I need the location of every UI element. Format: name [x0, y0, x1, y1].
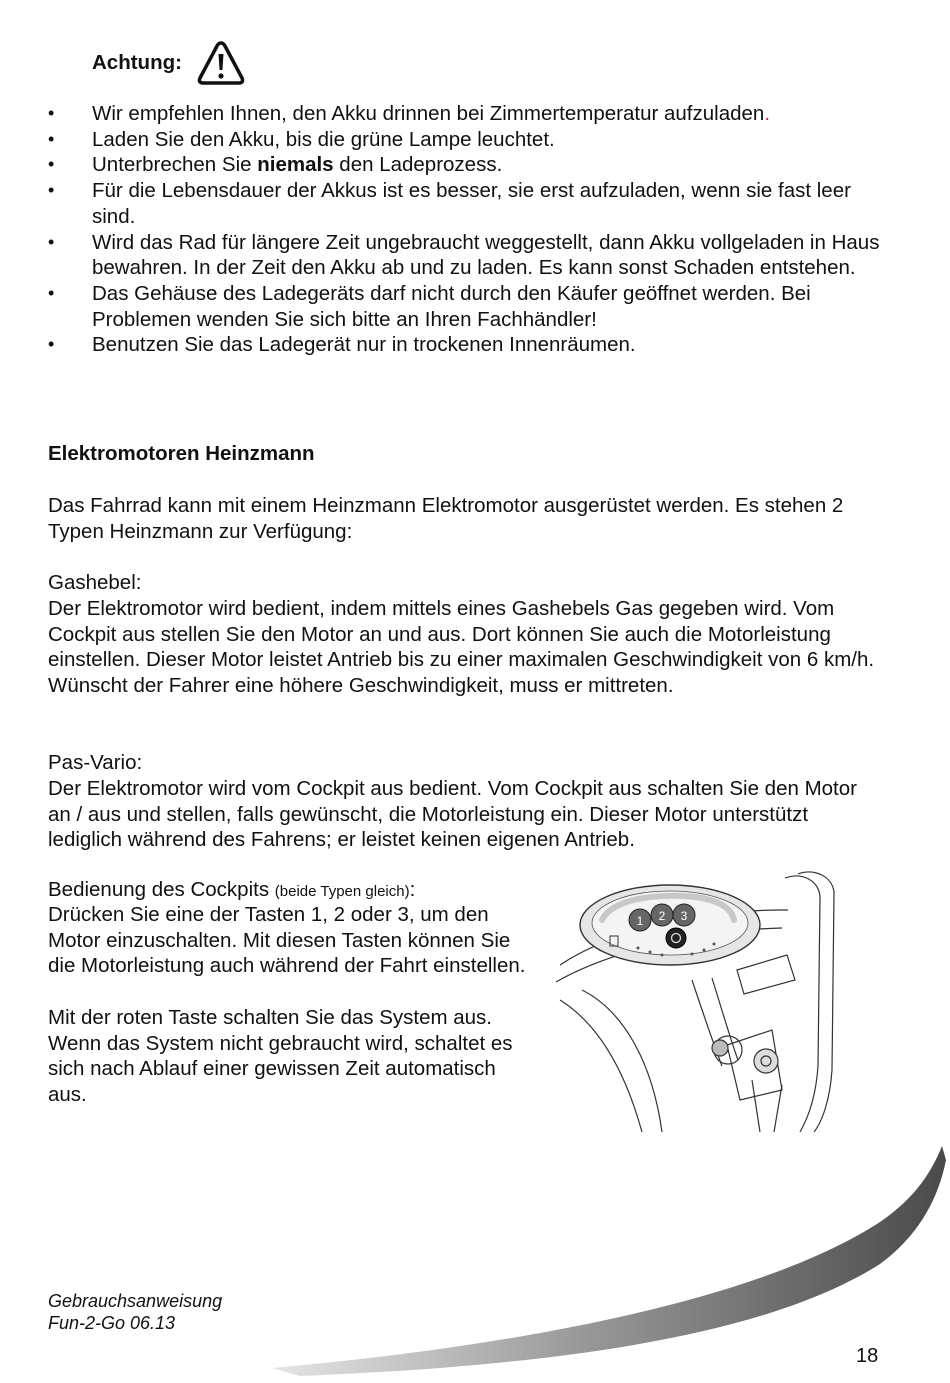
svg-text:2: 2: [658, 909, 666, 923]
section-title: Elektromotoren Heinzmann: [48, 442, 315, 465]
warning-triangle-icon: [196, 40, 246, 86]
list-item: • Benutzen Sie das Ladegerät nur in trockenen Innenräumen.: [48, 332, 888, 358]
cockpit-button-3: [673, 904, 695, 926]
pas-title: Pas-Vario:: [48, 751, 143, 774]
cockpit-title: Bedienung des Cockpits (beide Typen gleich):: [48, 878, 416, 901]
cockpit-button-1: [629, 909, 651, 931]
decorative-swoosh: [0, 1140, 950, 1383]
cockpit-illustration: [552, 870, 852, 1138]
cockpit-button-2: [651, 904, 673, 926]
svg-text:3: 3: [680, 909, 688, 923]
page-number: 18: [856, 1345, 879, 1367]
svg-text:1: 1: [636, 914, 644, 928]
warning-label: Achtung:: [92, 51, 182, 74]
footer-line-2: Fun-2-Go 06.13: [48, 1313, 176, 1333]
warning-heading: [92, 40, 246, 86]
list-item: • Unterbrechen Sie niemals den Ladeprozess.: [48, 152, 888, 178]
cockpit-paragraph: Drücken Sie eine der Tasten 1, 2 oder 3, um den Motor einzuschalten. Mit diesen Tasten können Sie die Motorleistung auch während der Fahrt einstellen.: [48, 903, 526, 978]
list-item: • Laden Sie den Akku, bis die grüne Lampe leuchtet.: [48, 127, 888, 153]
intro-paragraph: Das Fahrrad kann mit einem Heinzmann Elektromotor ausgerüstet werden. Es stehen 2 Typen Heinzmann zur Verfügung:: [48, 494, 844, 543]
gas-paragraph: Der Elektromotor wird bedient, indem mittels eines Gashebels Gas gegeben wird. Vom Cockpit aus stellen Sie den Motor an und aus. Dort können Sie auch die Motorleistung einstellen. Dieser Motor leistet Antrieb bis zu einer maximalen Geschwindigkeit von 6 km/h. Wünscht der Fahrer eine höhere Geschwindigkeit, muss er mittreten.: [48, 597, 875, 698]
list-item: • Das Gehäuse des Ladegeräts darf nicht durch den Käufer geöffnet werden. Bei Problemen wenden Sie sich bitte an Ihren Fachhändler!: [48, 281, 888, 332]
list-item: • Für die Lebensdauer der Akkus ist es besser, sie erst aufzuladen, wenn sie fast leer sind.: [48, 178, 888, 229]
cockpit-power-button: [666, 928, 686, 948]
warning-list: [48, 101, 888, 358]
list-item: • Wird das Rad für längere Zeit ungebraucht weggestellt, dann Akku vollgeladen in Haus bewahren. In der Zeit den Akku ab und zu laden. Es kann sonst Schaden entstehen.: [48, 230, 888, 281]
footer: [48, 1290, 222, 1334]
cockpit-display: [580, 885, 760, 965]
list-item: • Wir empfehlen Ihnen, den Akku drinnen bei Zimmertemperatur aufzuladen.: [48, 101, 888, 127]
pas-paragraph: Der Elektromotor wird vom Cockpit aus bedient. Vom Cockpit aus schalten Sie den Motor an / aus und stellen, falls gewünscht, die Motorleistung ein. Dieser Motor unterstützt lediglich während des Fahrens; er leistet keinen eigenen Antrieb.: [48, 777, 857, 852]
footer-line-1: Gebrauchsanweisung: [48, 1291, 223, 1311]
gas-title: Gashebel:: [48, 571, 142, 594]
cockpit-paragraph-2: Mit der roten Taste schalten Sie das System aus. Wenn das System nicht gebraucht wird, schaltet es sich nach Ablauf einer gewissen Zeit automatisch aus.: [48, 1006, 513, 1107]
